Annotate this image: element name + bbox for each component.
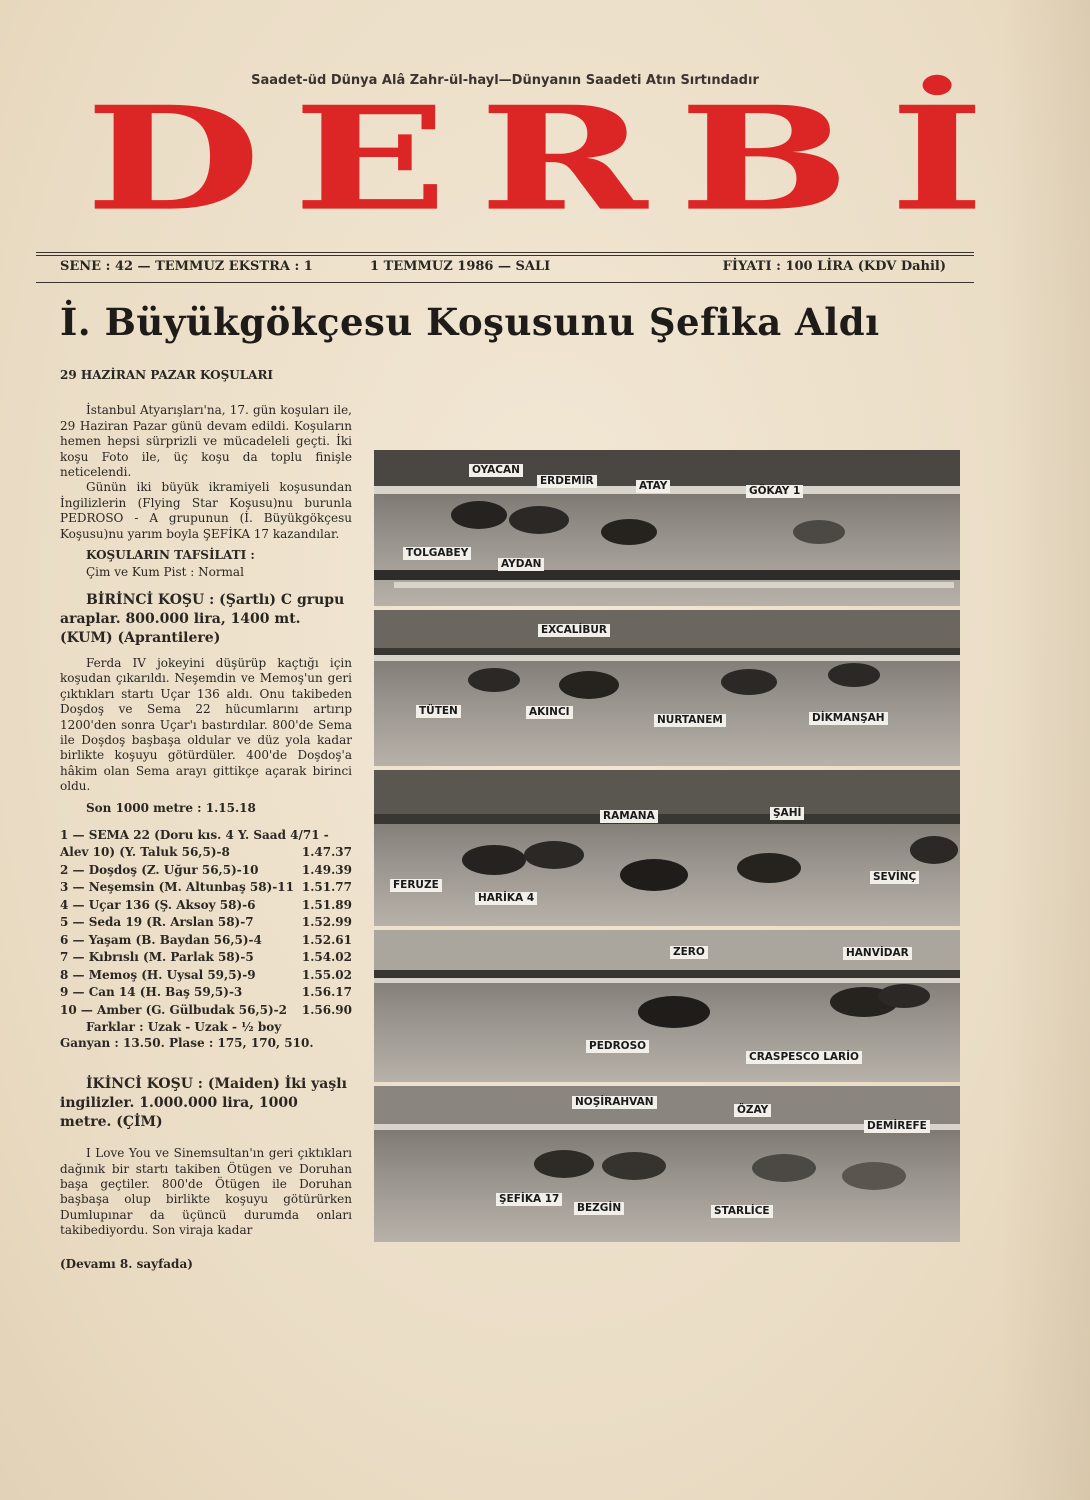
finish-photo: [374, 610, 960, 766]
intro-paragraph: İstanbul Atyarışları'na, 17. gün koşuları ile, 29 Haziran Pazar günü devam edildi. Koşuların hemen hepsi sürprizli ve mücadeleli geçti. İki koşu Foto ile, üç koşu da toplu finişle neticelendi.: [60, 403, 352, 480]
result-time: 1.56.90: [301, 1002, 352, 1017]
photo-finish-strip: [374, 450, 960, 1242]
result-text: 10 — Amber (G. Gülbudak 56,5)-2: [60, 1002, 287, 1017]
race1-text: Ferda IV jokeyini düşürüp kaçtığı için koşudan çıkarıldı. Neşemdin ve Memoş'un geri çıktıkları startı Uçar 136 aldı. Onu takibeden Doşdoş ve Sema 22 hücumlarını artırıp 1200'den sonra Uçar'ı bastırdılar. 800'de Sema ile Doşdoş başbaşa oldular ve düz yola kadar birlikte koşuyu götürdüler. 400'de Doşdoş'a hâkim olan Sema arayı gittikçe açarak birinci oldu.: [60, 655, 352, 794]
result-text: 8 — Memoş (H. Uysal 59,5)-9: [60, 967, 256, 982]
result-row: [60, 915, 352, 933]
result-row: [60, 828, 352, 846]
horse-label: DEMİREFE: [864, 1120, 930, 1133]
horse-label: SEVİNÇ: [870, 871, 919, 884]
finish-photo: [374, 930, 960, 1082]
result-text: 3 — Neşemsin (M. Altunbaş 58)-11: [60, 880, 294, 895]
horse-label: TÜTEN: [416, 705, 461, 718]
horse-label: ZERO: [670, 946, 708, 959]
masthead-letter: R: [479, 75, 648, 243]
horse-label: HANVİDAR: [843, 947, 912, 960]
result-row: [60, 1003, 352, 1021]
article-column: [60, 368, 352, 1272]
horse-label: BEZGİN: [574, 1202, 624, 1215]
race1-results: [60, 828, 352, 1021]
masthead-letter: D: [85, 75, 261, 243]
result-text: 5 — Seda 19 (R. Arslan 58)-7: [60, 915, 254, 930]
finish-photo-image: [374, 610, 960, 766]
horse-label: TOLGABEY: [403, 547, 471, 560]
issue-price: FİYATI : 100 LİRA (KDV Dahil): [722, 259, 946, 274]
horse-label: ŞEFİKA 17: [496, 1193, 562, 1206]
result-time: 1.52.99: [301, 915, 352, 930]
horse-label: STARLİCE: [711, 1205, 773, 1218]
result-row: [60, 968, 352, 986]
result-text: 4 — Uçar 136 (Ş. Aksoy 58)-6: [60, 897, 256, 912]
result-row: [60, 933, 352, 951]
result-time: 1.54.02: [301, 950, 352, 965]
result-text: Alev 10) (Y. Taluk 56,5)-8: [60, 845, 230, 860]
result-row: [60, 898, 352, 916]
race2-title: İKİNCİ KOŞU : (Maiden) İki yaşlı ingilizler. 1.000.000 lira, 1000 metre. (ÇİM): [60, 1076, 347, 1131]
horse-label: ERDEMİR: [537, 475, 597, 488]
horse-label: PEDROSO: [586, 1040, 649, 1053]
horse-label: ŞAHİ: [770, 807, 804, 820]
issue-date: 1 TEMMUZ 1986 — SALI: [370, 259, 551, 274]
result-text: 1 — SEMA 22 (Doru kıs. 4 Y. Saad 4/71 -: [60, 827, 329, 842]
horse-label: ATAY: [636, 480, 670, 493]
result-time: 1.51.89: [301, 897, 352, 912]
result-text: 7 — Kıbrıslı (M. Parlak 58)-5: [60, 950, 254, 965]
section-title: 29 HAZİRAN PAZAR KOŞULARI: [60, 368, 274, 382]
horse-label: AYDAN: [498, 558, 544, 571]
finish-photo: [374, 450, 960, 606]
finish-photo: [374, 770, 960, 926]
details-title: KOŞULARIN TAFSİLATI :: [86, 548, 255, 563]
continued-note: (Devamı 8. sayfada): [60, 1256, 193, 1271]
result-row: [60, 880, 352, 898]
masthead-letter: E: [292, 75, 447, 243]
result-time: 1.56.17: [301, 985, 352, 1000]
horse-label: NURTANEM: [654, 714, 726, 727]
race1-title: BİRİNCİ KOŞU : (Şartlı) C grupu araplar. 800.000 lira, 1400 mt. (KUM) (Aprantilere): [60, 591, 345, 646]
masthead-letter: İ: [889, 75, 985, 243]
horse-label: FERUZE: [390, 879, 442, 892]
top-rule: [36, 252, 974, 253]
issue-info: SENE : 42 — TEMMUZ EKSTRA : 1: [60, 259, 313, 274]
result-time: 1.55.02: [301, 967, 352, 982]
finish-photo: [374, 1086, 960, 1242]
result-text: 6 — Yaşam (B. Baydan 56,5)-4: [60, 932, 262, 947]
result-row: [60, 845, 352, 863]
horse-label: OYACAN: [469, 464, 523, 477]
track-condition: Çim ve Kum Pist : Normal: [86, 565, 244, 580]
race2-text: I Love You ve Sinemsultan'ın geri çıktıkları dağınık bir startı takiben Ötügen ve Doruhan başa geçtiler. 800'de Ötügen ile Doruhan başbaşa olup birlikte koşuyu götürürken Dumlupınar da üçüncü durumda onları takibediyordu. Son viraja kadar: [60, 1146, 352, 1238]
masthead-motto: Saadet-üd Dünya Alâ Zahr-ül-hayl—Dünyanın Saadeti Atın Sırtındadır: [251, 73, 759, 88]
finish-photo-image: [374, 450, 960, 606]
race1-payouts: Ganyan : 13.50. Plase : 175, 170, 510.: [60, 1035, 314, 1050]
result-text: 9 — Can 14 (H. Baş 59,5)-3: [60, 985, 243, 1000]
dateline: [60, 259, 946, 279]
top-rule-double: [36, 255, 974, 256]
result-time: 1.49.39: [301, 862, 352, 877]
masthead-letter: B: [678, 75, 850, 243]
finish-photo-image: [374, 1086, 960, 1242]
headline: İ. Büyükgökçesu Koşusunu Şefika Aldı: [60, 300, 880, 344]
paper-edge-shade: [1000, 0, 1090, 1500]
result-text: 2 — Doşdoş (Z. Uğur 56,5)-10: [60, 862, 259, 877]
intro-paragraph: Günün iki büyük ikramiyeli koşusundan İngilizlerin (Flying Star Koşusu)nu burunla PEDROSO - A grupunun (İ. Büyükgökçesu Koşusu)nu yarım boyla ŞEFİKA 17 kazandılar.: [60, 480, 352, 541]
race1-last1000: Son 1000 metre : 1.15.18: [86, 800, 256, 815]
horse-label: NOŞİRAHVAN: [572, 1096, 657, 1109]
horse-label: GÖKAY 1: [746, 485, 803, 498]
result-time: 1.52.61: [301, 932, 352, 947]
horse-label: AKINCI: [526, 706, 573, 719]
horse-label: ÖZAY: [734, 1104, 771, 1117]
result-time: 1.47.37: [301, 845, 352, 860]
finish-photo-image: [374, 770, 960, 926]
horse-label: HARİKA 4: [475, 892, 537, 905]
race1-margins: Farklar : Uzak - Uzak - ½ boy: [86, 1020, 282, 1035]
horse-label: DİKMANŞAH: [809, 712, 888, 725]
horse-label: RAMANA: [600, 810, 658, 823]
result-row: [60, 950, 352, 968]
bottom-rule: [36, 282, 974, 283]
result-time: 1.51.77: [301, 880, 352, 895]
result-row: [60, 863, 352, 881]
horse-label: EXCALİBUR: [538, 624, 610, 637]
result-row: [60, 985, 352, 1003]
horse-label: CRASPESCO LARİO: [746, 1051, 862, 1064]
